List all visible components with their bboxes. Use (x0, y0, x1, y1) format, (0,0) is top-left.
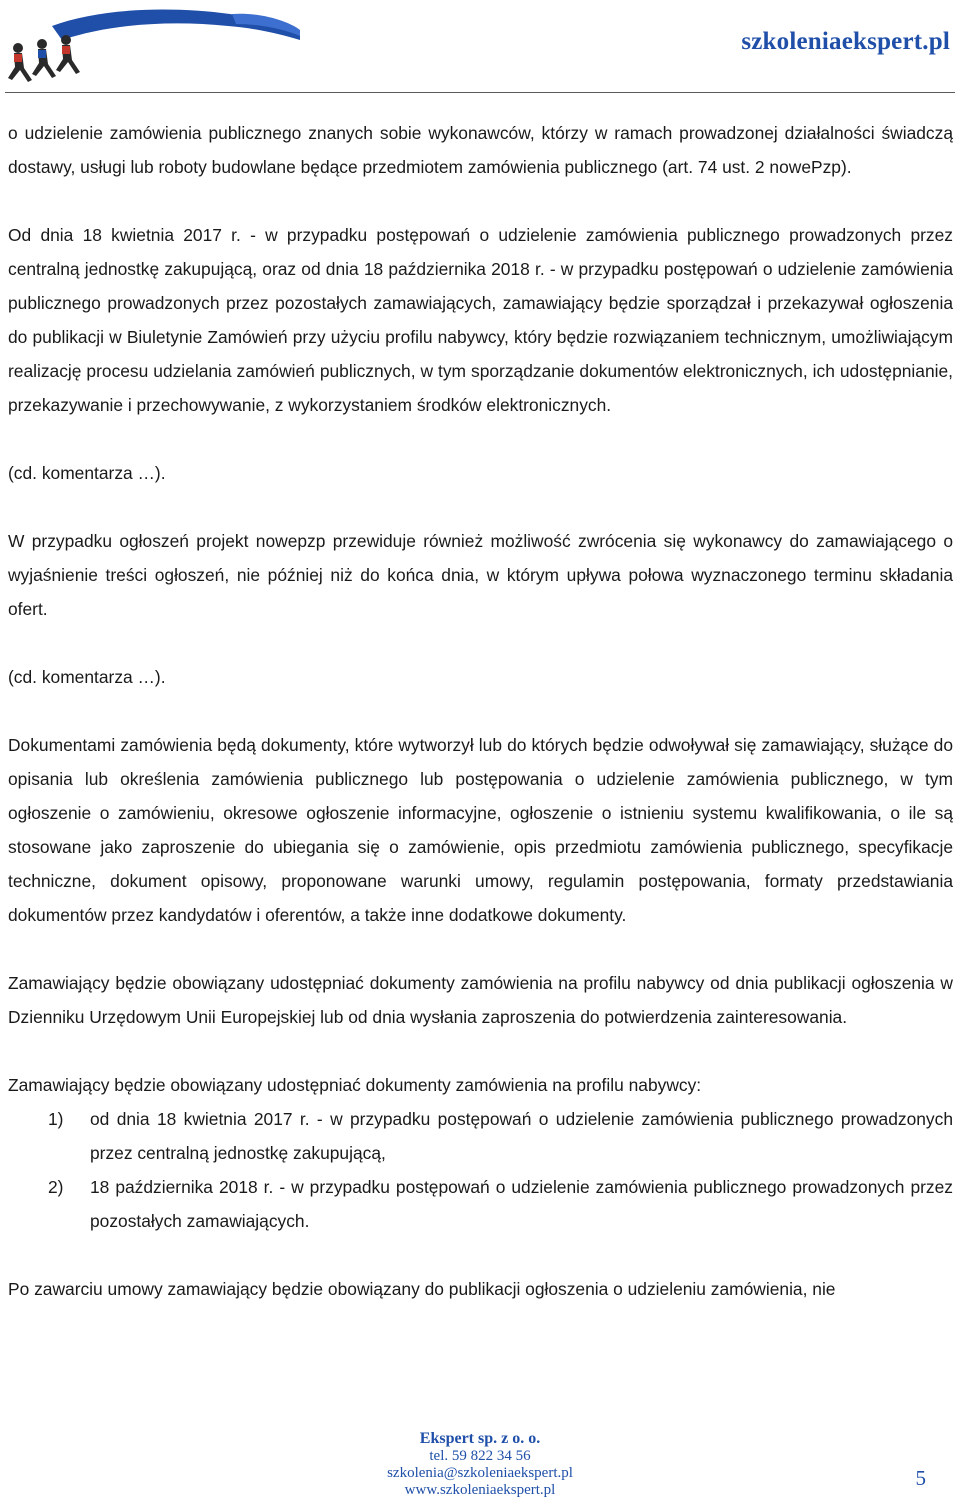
paragraph: Dokumentami zamówienia będą dokumenty, które wytworzył lub do których będzie odwoływał się zamawiający, służące do opisania lub określenia zamówienia publicznego lub postępowania o udzielenie zamówienia publicznego, w tym ogłoszenie o zamówieniu, okresowe ogłoszenie informacyjne, ogłoszenie o istnieniu systemu kwalifikowania, o ile są stosowane jako zaproszenie do ubiegania się o zamówienie, opis przedmiotu zamówienia publicznego, specyfikacje techniczne, dokument opisowy, proponowane warunki umowy, regulamin postępowania, formaty przedstawiania dokumentów przez kandydatów i oferentów, a także inne dodatkowe dokumenty. (8, 735, 953, 925)
list-item-number: 1) (48, 1109, 64, 1129)
paragraph: o udzielenie zamówienia publicznego znanych sobie wykonawców, którzy w ramach prowadzonej działalności świadczą dostawy, usługi lub roboty budowlane będące przedmiotem zamówienia publicznego (art. 74 ust. 2 nowePzp). (8, 123, 953, 177)
footer-email-link[interactable]: szkolenia@szkoleniaekspert.pl (387, 1465, 573, 1481)
paragraph: Po zawarciu umowy zamawiający będzie obowiązany do publikacji ogłoszenia o udzieleniu zamówienia, nie (8, 1279, 836, 1299)
list-item (8, 1102, 953, 1170)
list-item (8, 1170, 953, 1238)
page-header (0, 0, 960, 94)
document-body (8, 116, 953, 1306)
page-footer (0, 1430, 960, 1504)
list-item-text: od dnia 18 kwietnia 2017 r. - w przypadku postępowań o udzielenie zamówienia publicznego prowadzonych przez centralną jednostkę zakupującą, (90, 1109, 953, 1163)
header-divider (5, 92, 955, 93)
paragraph: W przypadku ogłoszeń projekt nowepzp przewiduje również możliwość zwrócenia się wykonawcy do zamawiającego o wyjaśnienie treści ogłoszeń, nie później niż do końca dnia, w którym upływa połowa wyznaczonego terminu składania ofert. (8, 531, 953, 619)
runners-logo-icon (0, 0, 300, 92)
footer-company: Ekspert sp. z o. o. (419, 1430, 541, 1447)
footer-phone: tel. 59 822 34 56 (429, 1448, 531, 1464)
footer-website-link[interactable]: www.szkoleniaekspert.pl (404, 1482, 556, 1498)
paragraph: Od dnia 18 kwietnia 2017 r. - w przypadku postępowań o udzielenie zamówienia publicznego prowadzonych przez centralną jednostkę zakupującą, oraz od dnia 18 października 2018 r. - w przypadku postępowań o udzielenie zamówienia publicznego prowadzonych przez pozostałych zamawiających, zamawiający będzie sporządzał i przekazywał ogłoszenia do publikacji w Biuletynie Zamówień przy użyciu profilu nabywcy, który będzie rozwiązaniem technicznym, umożliwiającym realizację procesu udzielania zamówień publicznych, w tym sporządzanie dokumentów elektronicznych, ich udostępnianie, przekazywanie i przechowywanie, z wykorzystaniem środków elektronicznych. (8, 225, 953, 415)
paragraph: Zamawiający będzie obowiązany udostępniać dokumenty zamówienia na profilu nabywcy: (8, 1075, 702, 1095)
paragraph: (cd. komentarza …). (8, 667, 166, 687)
list-item-number: 2) (48, 1177, 64, 1197)
page-number: 5 (915, 1466, 926, 1490)
brand-logo-text: szkoleniaekspert.pl (741, 28, 950, 55)
numbered-list (8, 1102, 953, 1238)
paragraph: Zamawiający będzie obowiązany udostępniać dokumenty zamówienia na profilu nabywcy od dnia publikacji ogłoszenia w Dzienniku Urzędowym Unii Europejskiej lub od dnia wysłania zaproszenia do potwierdzenia zainteresowania. (8, 973, 953, 1027)
list-item-text: 18 października 2018 r. - w przypadku postępowań o udzielenie zamówienia publicznego prowadzonych przez pozostałych zamawiających. (90, 1177, 953, 1231)
paragraph: (cd. komentarza …). (8, 463, 166, 483)
